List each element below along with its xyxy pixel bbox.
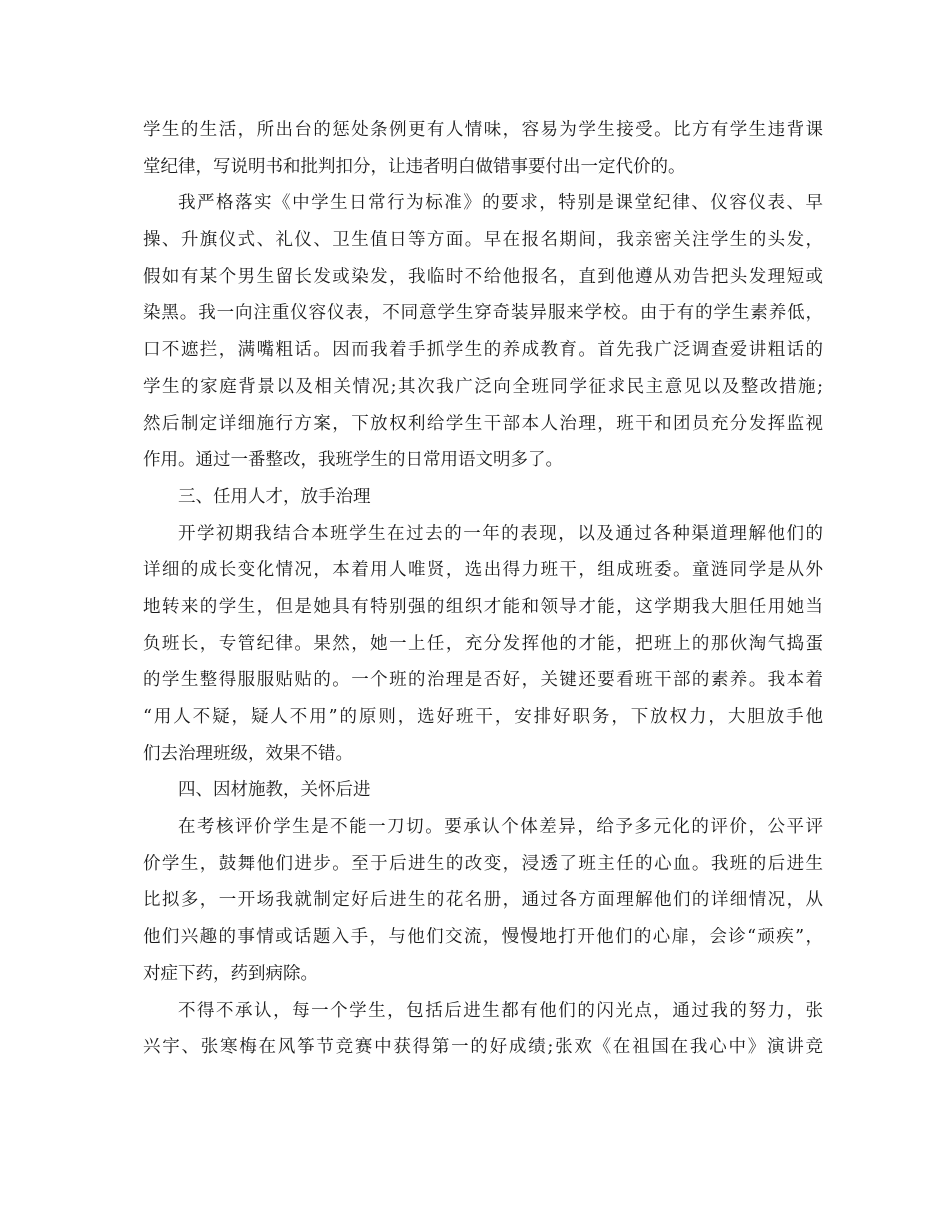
text-line: 三、任用人才，放手治理 [178, 486, 371, 507]
text-line: 比拟多，一开场我就制定好后进生的花名册，通过各方面理解他们的详细情况，从 [143, 890, 823, 911]
text-line: 在考核评价学生是不能一刀切。要承认个体差异，给予多元化的评价，公平评 [178, 817, 823, 838]
body-text [143, 112, 823, 1066]
text-line: 负班长，专管纪律。果然，她一上任，充分发挥他的才能，把班上的那伙淘气捣蛋 [143, 633, 823, 654]
text-line: 地转来的学生，但是她具有特别强的组织才能和领导才能，这学期我大胆任用她当 [143, 596, 823, 617]
text-line: 操、升旗仪式、礼仪、卫生值日等方面。早在报名期间，我亲密关注学生的头发， [143, 230, 823, 251]
text-line: 四、因材施教，关怀后进 [178, 780, 371, 801]
text-line: “用人不疑，疑人不用”的原则，选好班干，安排好职务，下放权力，大胆放手他 [143, 707, 823, 727]
text-line: 作用。通过一番整改，我班学生的日常用语文明多了。 [143, 450, 563, 471]
text-line: 然后制定详细施行方案，下放权利给学生干部本人治理，班干和团员充分发挥监视 [143, 413, 823, 434]
text-line: 的学生整得服服贴贴的。一个班的治理是否好，关键还要看班干部的素养。我本着 [143, 670, 823, 691]
text-line: 假如有某个男生留长发或染发，我临时不给他报名，直到他遵从劝告把头发理短或 [143, 266, 823, 287]
text-line: 他们兴趣的事情或话题入手，与他们交流，慢慢地打开他们的心扉，会诊“顽疾”， [143, 927, 823, 948]
text-line: 学生的家庭背景以及相关情况;其次我广泛向全班同学征求民主意见以及整改措施; [143, 376, 823, 397]
text-line: 详细的成长变化情况，本着用人唯贤，选出得力班干，组成班委。童涟同学是从外 [143, 560, 823, 581]
text-line: 开学初期我结合本班学生在过去的一年的表现，以及通过各种渠道理解他们的 [178, 523, 823, 544]
text-line: 价学生，鼓舞他们进步。至于后进生的改变，浸透了班主任的心血。我班的后进生 [143, 853, 823, 874]
text-line: 们去治理班级，效果不错。 [143, 743, 353, 764]
text-line: 不得不承认，每一个学生，包括后进生都有他们的闪光点，通过我的努力，张 [178, 1000, 823, 1021]
text-line: 学生的生活，所出台的惩处条例更有人情味，容易为学生接受。比方有学生违背课 [143, 120, 823, 140]
text-line: 堂纪律，写说明书和批判扣分，让违者明白做错事要付出一定代价的。 [143, 156, 686, 177]
text-line: 我严格落实《中学生日常行为标准》的要求，特别是课堂纪律、仪容仪表、早 [178, 193, 823, 214]
text-line: 口不遮拦，满嘴粗话。因而我着手抓学生的养成教育。首先我广泛调查爱讲粗话的 [143, 340, 823, 361]
text-line: 对症下药，药到病除。 [143, 963, 318, 984]
text-line: 兴宇、张寒梅在风筝节竞赛中获得第一的好成绩;张欢《在祖国在我心中》演讲竞 [143, 1037, 823, 1058]
text-line: 染黑。我一向注重仪容仪表，不同意学生穿奇装异服来学校。由于有的学生素养低， [143, 303, 823, 324]
